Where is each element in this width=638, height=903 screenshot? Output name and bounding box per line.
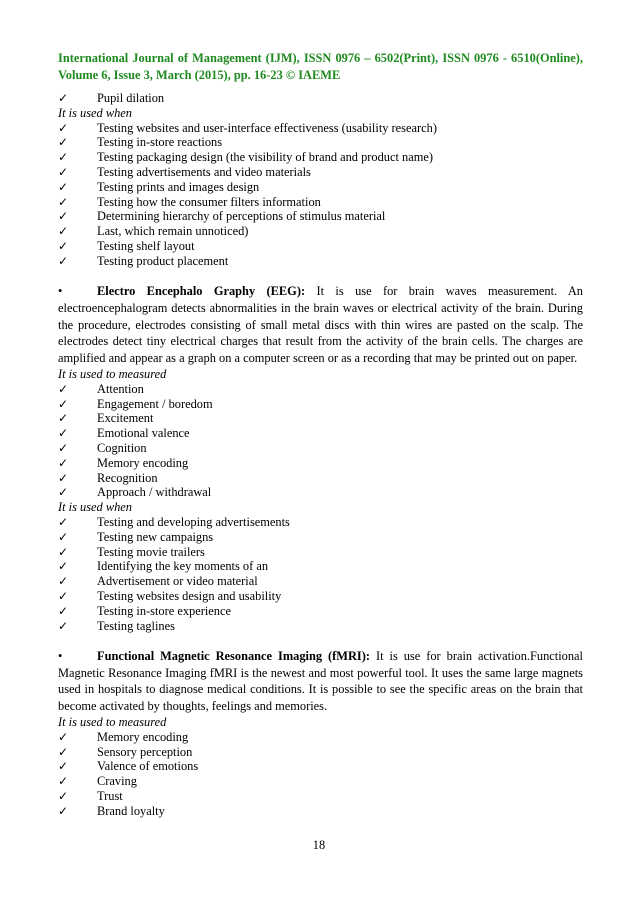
checklist-item (58, 515, 583, 530)
checklist-item-text: Testing new campaigns (97, 529, 214, 544)
checklist-item (58, 441, 583, 456)
checkmark-icon: ✓ (58, 411, 69, 426)
checklist-item-text: Testing prints and images design (97, 179, 260, 194)
checklist-item-text: Excitement (97, 411, 154, 426)
fmri-text: It is use for brain activation.Functional Magnetic Resonance Imaging fMRI is the newest and most powerful tool. It uses the same large magnets used in hospitals to diagnose medical conditions. It is possible to see the specific areas on the brain that become activated by thoughts, feelings and memories. (58, 648, 583, 714)
checklist-item (58, 545, 583, 560)
checkmark-icon: ✓ (58, 618, 69, 633)
checklist-item-text: Sensory perception (97, 744, 193, 759)
checklist-item-text: Testing websites design and usability (97, 589, 282, 603)
checklist-item (58, 180, 583, 195)
checklist-item-text: Brand loyalty (97, 803, 165, 818)
checkmark-icon: ✓ (58, 729, 69, 744)
checklist-item-text: Last, which remain unnoticed) (97, 224, 249, 239)
checkmark-icon: ✓ (58, 253, 69, 268)
checklist-item-text: Trust (97, 789, 123, 804)
checklist-item (58, 165, 583, 180)
checklist-item-text: Cognition (97, 441, 147, 456)
checklist-item (58, 91, 583, 106)
page-number: 18 (312, 838, 326, 852)
checkmark-icon: ✓ (58, 574, 69, 589)
checklist-item-text: Memory encoding (97, 729, 189, 744)
eeg-measured-list (58, 382, 583, 500)
checklist-item-text: Pupil dilation (97, 91, 165, 105)
checklist-item (58, 730, 583, 745)
checklist-item (58, 456, 583, 471)
checklist-item-text: Attention (97, 381, 144, 396)
checklist-item-text: Testing websites and user-interface effectiveness (usability research) (97, 120, 437, 135)
checkmark-icon: ✓ (58, 120, 69, 135)
checklist-item-text: Approach / withdrawal (97, 485, 212, 500)
checkmark-icon: ✓ (58, 455, 69, 470)
checkmark-icon: ✓ (58, 559, 69, 574)
bullet-icon: • (58, 648, 63, 663)
checkmark-icon: ✓ (58, 803, 69, 818)
checklist-item-text: Identifying the key moments of an (97, 559, 269, 574)
checkmark-icon: ✓ (58, 238, 69, 253)
checklist-item-text: Testing and developing advertisements (97, 515, 290, 530)
checklist-item (58, 759, 583, 774)
checklist-item (58, 804, 583, 819)
article-content (58, 91, 583, 819)
checkmark-icon: ✓ (58, 194, 69, 209)
fmri-measured-list (58, 730, 583, 819)
checklist-item-text: Testing how the consumer filters information (97, 194, 321, 209)
eeg-used-when-label: It is used when (58, 500, 132, 515)
checklist-item (58, 530, 583, 545)
checklist-item-text: Valence of emotions (97, 759, 199, 774)
checklist-item (58, 789, 583, 804)
checklist-item (58, 471, 583, 486)
checklist-item (58, 619, 583, 634)
eye-top-list (58, 91, 583, 106)
checklist-item-text: Engagement / boredom (97, 396, 213, 411)
checkmark-icon: ✓ (58, 91, 69, 105)
eeg-title: Electro Encephalo Graphy (EEG): (97, 284, 306, 299)
checklist-item-text: Testing in-store experience (97, 603, 231, 618)
checklist-item (58, 411, 583, 426)
checklist-item-text: Testing taglines (97, 618, 175, 633)
checkmark-icon: ✓ (58, 396, 69, 411)
checklist-item (58, 135, 583, 150)
checkmark-icon: ✓ (58, 744, 69, 759)
checklist-item-text: Testing in-store reactions (97, 135, 223, 150)
checkmark-icon: ✓ (58, 224, 69, 239)
checkmark-icon: ✓ (58, 529, 69, 544)
checkmark-icon: ✓ (58, 470, 69, 485)
checkmark-icon: ✓ (58, 426, 69, 441)
checklist-item (58, 209, 583, 224)
checklist-item-text: Determining hierarchy of perceptions of stimulus material (97, 209, 386, 224)
eeg-text: It is use for brain waves measurement. An electroencephalogram detects abnormalities in the brain waves or electrical activity of the brain. During the procedure, electrodes consisting of small metal discs with thin wires are pasted on the scalp. The electrodes detect tiny electrical charges that result from the activity of the brain cells. The charges are amplified and appear as a graph on a computer screen or as a recording that may be printed out on paper. (58, 284, 583, 366)
checkmark-icon: ✓ (58, 789, 69, 804)
checkmark-icon: ✓ (58, 603, 69, 618)
checkmark-icon: ✓ (58, 759, 69, 774)
checklist-item (58, 121, 583, 136)
checkmark-icon: ✓ (58, 589, 69, 603)
checkmark-icon: ✓ (58, 441, 69, 456)
checklist-item (58, 195, 583, 210)
journal-header (58, 50, 583, 84)
checklist-item (58, 574, 583, 589)
eeg-paragraph (58, 283, 583, 367)
fmri-measured-label: It is used to measured (58, 715, 167, 730)
checklist-item (58, 774, 583, 789)
checkmark-icon: ✓ (58, 150, 69, 165)
checklist-item (58, 254, 583, 269)
checklist-item-text: Testing movie trailers (97, 544, 205, 559)
eye-used-when-label: It is used when (58, 105, 132, 120)
checklist-item-text: Emotional valence (97, 426, 190, 441)
checklist-item-text: Testing advertisements and video materials (97, 164, 311, 179)
checkmark-icon: ✓ (58, 135, 69, 150)
fmri-title: Functional Magnetic Resonance Imaging (fMRI): (97, 648, 371, 663)
checklist-item-text: Craving (97, 774, 137, 789)
checklist-item (58, 426, 583, 441)
checklist-item-text: Recognition (97, 470, 158, 485)
checkmark-icon: ✓ (58, 485, 69, 500)
checkmark-icon: ✓ (58, 179, 69, 194)
checklist-item-text: Testing shelf layout (97, 238, 195, 253)
checklist-item (58, 589, 583, 604)
eeg-measured-label: It is used to measured (58, 367, 167, 382)
checklist-item (58, 604, 583, 619)
checkmark-icon: ✓ (58, 515, 69, 530)
eye-used-when-list (58, 121, 583, 269)
checklist-item (58, 559, 583, 574)
checklist-item-text: Testing packaging design (the visibility of brand and product name) (97, 150, 434, 165)
checklist-item (58, 397, 583, 412)
checklist-item-text: Memory encoding (97, 455, 189, 470)
eeg-used-when-list (58, 515, 583, 633)
checklist-item (58, 150, 583, 165)
checklist-item-text: Testing product placement (97, 253, 229, 268)
checklist-item (58, 382, 583, 397)
checkmark-icon: ✓ (58, 774, 69, 789)
journal-header-line2: Volume 6, Issue 3, March (2015), pp. 16-23 © IAEME (58, 68, 341, 82)
checklist-item-text: Advertisement or video material (97, 574, 258, 589)
checkmark-icon: ✓ (58, 544, 69, 559)
bullet-icon: • (58, 284, 63, 299)
checklist-item (58, 224, 583, 239)
checkmark-icon: ✓ (58, 209, 69, 224)
fmri-paragraph (58, 648, 583, 715)
checklist-item (58, 745, 583, 760)
checkmark-icon: ✓ (58, 164, 69, 179)
checklist-item (58, 485, 583, 500)
journal-header-line1: International Journal of Management (IJM), ISSN 0976 – 6502(Print), ISSN 0976 - 6510(Online), (58, 51, 583, 65)
checklist-item (58, 239, 583, 254)
checkmark-icon: ✓ (58, 381, 69, 396)
